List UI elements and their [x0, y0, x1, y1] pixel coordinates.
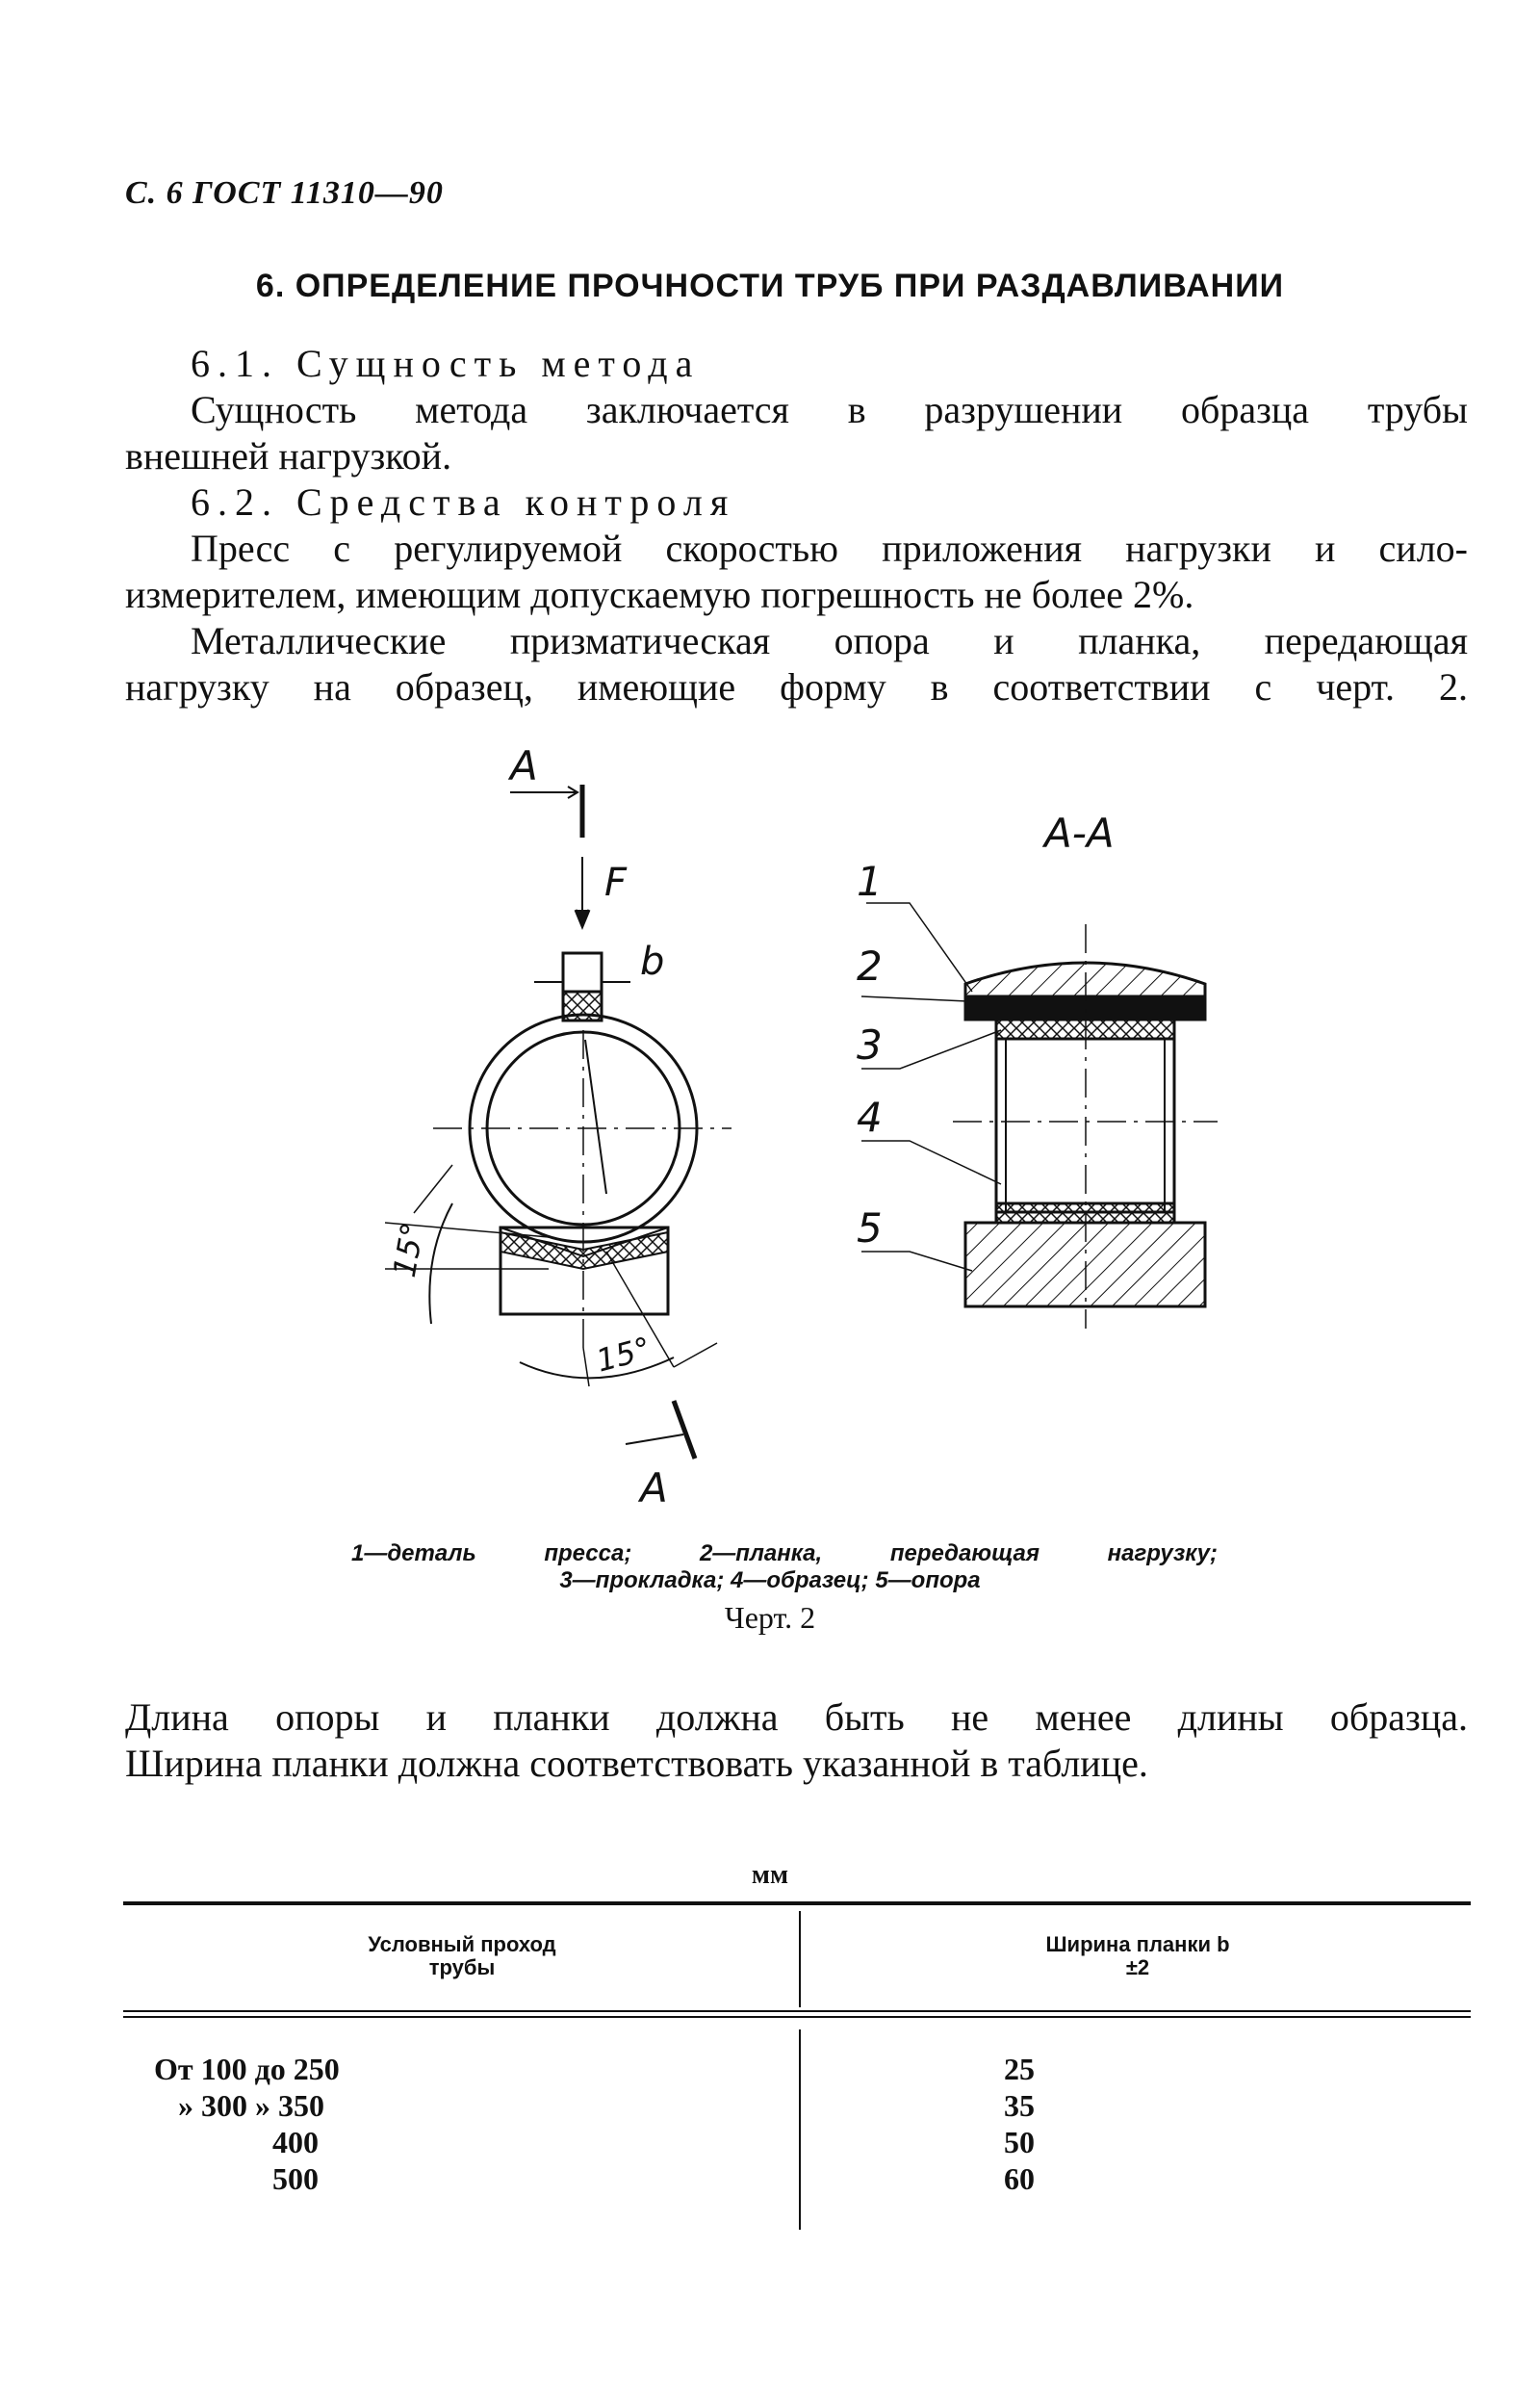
paragraph-line: нагрузку на образец, имеющие форму в соответствии с черт. 2.	[125, 665, 1468, 709]
table-cell-pass: 500	[272, 2161, 319, 2196]
table-cell-pass: 400	[272, 2125, 319, 2159]
part-label-3: 3	[857, 1021, 883, 1069]
angle-label-left: 15°	[385, 1220, 432, 1280]
figure-caption-line: 3—прокладка; 4—образец; 5—опора	[559, 1567, 981, 1593]
left-view	[385, 785, 732, 1459]
table-cell-width: 60	[1004, 2161, 1035, 2196]
header-text: ±2	[1125, 1955, 1150, 1979]
paragraph-line: Ширина планки должна соответствовать указанной в таблице.	[125, 1742, 1148, 1785]
part-label-5: 5	[857, 1204, 883, 1252]
header-text: трубы	[428, 1955, 496, 1979]
part-label-1: 1	[857, 858, 883, 905]
figure-caption-line: 1—деталь пресса; 2—планка, передающая нагрузку;	[351, 1540, 1218, 1566]
section-title-a-a: A-A	[1044, 810, 1115, 857]
right-view	[861, 903, 1218, 1329]
table-header-col2	[801, 1933, 1475, 1979]
table-header-rule	[123, 2010, 1471, 2012]
angle-label-bottom: 15°	[592, 1330, 655, 1380]
header-text: Условный проход	[368, 1932, 556, 1956]
part-label-2: 2	[857, 943, 883, 990]
table-cell-width: 25	[1004, 2052, 1035, 2086]
table-cell-pass: » 300 » 350	[178, 2088, 324, 2123]
paragraph-line: Пресс с регулируемой скоростью приложения нагрузки и сило-	[191, 527, 1468, 570]
paragraph-line: Длина опоры и планки должна быть не менее длины образца.	[125, 1695, 1468, 1739]
paragraph-line: Сущность метода заключается в разрушении образца трубы	[191, 388, 1468, 431]
table-cell-pass: От 100 до 250	[154, 2052, 340, 2086]
table-header-col1	[125, 1933, 799, 1979]
table-cell-width: 35	[1004, 2088, 1035, 2123]
section-mark-a-bottom: A	[640, 1464, 668, 1512]
part-label-4: 4	[857, 1094, 883, 1141]
subsection-heading-6-2: 6.2. Средства контроля	[191, 480, 736, 524]
subsection-heading-6-1: 6.1. Сущность метода	[191, 342, 701, 385]
force-label: F	[604, 861, 628, 905]
section-title: 6. ОПРЕДЕЛЕНИЕ ПРОЧНОСТИ ТРУБ ПРИ РАЗДАВЛИВАНИИ	[255, 268, 1285, 304]
table-header-rule	[123, 2016, 1471, 2018]
paragraph-line: Металлические призматическая опора и планка, передающая	[191, 619, 1468, 662]
section-mark-a-top: A	[510, 742, 538, 789]
drawing-number: Черт. 2	[724, 1600, 816, 1635]
width-label-b: b	[640, 940, 665, 984]
paragraph-line: внешней нагрузкой.	[125, 434, 452, 478]
table-cell-width: 50	[1004, 2125, 1035, 2159]
page-header: С. 6 ГОСТ 11310—90	[125, 175, 444, 211]
table-top-rule	[123, 1901, 1471, 1905]
header-text: Ширина планки b	[1045, 1932, 1230, 1956]
paragraph-line: измерителем, имеющим допускаемую погрешность не более 2%.	[125, 573, 1194, 616]
table-units: мм	[751, 1860, 789, 1890]
table-column-divider	[799, 2029, 801, 2230]
